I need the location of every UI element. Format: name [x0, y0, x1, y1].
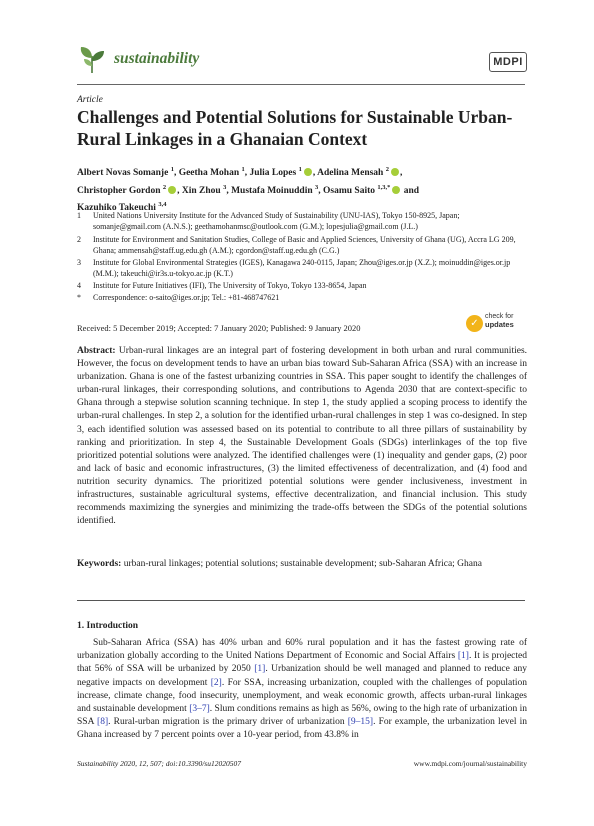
reference-link[interactable]: [3–7]	[189, 704, 210, 715]
keywords-label: Keywords:	[77, 559, 122, 569]
orcid-icon[interactable]	[168, 186, 176, 194]
author-name: Geetha Mohan	[178, 168, 240, 179]
keywords-text: urban-rural linkages; potential solutions; sustainable development; sub-Saharan Africa; Ghana	[123, 559, 482, 569]
author-name: Christopher Gordon	[77, 185, 161, 196]
affiliation-3: 3 Institute for Global Environmental Strategies (IGES), Kanagawa 240-0115, Japan; Zhou@iges.or.jp (X.Z.); moinuddin@iges.or.jp (M.M.); takeuchi@ir3s.u-tokyo.ac.jp (K.T.)	[77, 258, 511, 279]
body-paragraph: Sub-Saharan Africa (SSA) has 40% urban and 60% rural population and it has the fastest growing rate of urbanization globally according to the United Nations Department of Economic and Social Affairs [1]. It is projected that 56% of SSA will be urbanized by 2050 [1]. Urbanization should be well managed and planned to reduce any negative impacts on development [2]. For SSA, increasing urbanization, coupled with the challenges of population increase, climate change, food insecurity, unemployment, and weak economic growth, affects urban-rural linkages and sustainable development [3–7]. Slum conditions remains as high as 56%, owing to the high rate of urbanization in SSA [8]. Rural-urban migration is the primary driver of urbanization [9–15]. For example, the urbanization level in Ghana increased by 7 percent points over a 10-year period, from 43.8% in	[77, 638, 527, 741]
footer-url[interactable]: www.mdpi.com/journal/sustainability	[413, 759, 527, 768]
affiliation-4: 4 Institute for Future Initiatives (IFI), The University of Tokyo, Tokyo 133-8654, Japan	[77, 281, 367, 290]
author-name: Mustafa Moinuddin	[231, 185, 313, 196]
journal-logo-icon	[77, 44, 107, 74]
reference-link[interactable]: [1]	[254, 664, 266, 675]
orcid-icon[interactable]	[304, 168, 312, 176]
author-name: Xin Zhou	[181, 185, 221, 196]
article-type: Article	[77, 95, 103, 105]
abstract	[77, 345, 527, 528]
affiliation-1: 1 United Nations University Institute for the Advanced Study of Sustainability (UNU-IAS), Tokyo 150-8925, Japan; somanje@gmail.com (A.N.S.); geethamohanmsc@outlook.com (G.M.); lopesjulia@gmail.com (J.L.)	[77, 211, 460, 232]
author-list: Albert Novas Somanje $^1$, Geetha Mohan $^1$, Julia Lopes $^1$ , Adelina Mensah $^2$ , Christopher Gordon $^2$ , Xin Zhou $^3$, Mustafa Moinuddin $^3$, Osamu Saito $^{1,3,*}$ and Kazuhiko Takeuchi $^{3,4}$	[77, 166, 420, 214]
section-heading: 1. Introduction	[77, 621, 139, 631]
reference-link[interactable]: [1]	[457, 651, 469, 662]
header-divider	[77, 84, 525, 85]
abstract-text: Urban-rural linkages are an integral part of fostering development in both urban and rural communities. However, the focus on development tends to have an urban bias toward Sub-Saharan Africa (SSA) with an increase in urbanization. Ghana is one of the fastest urbanizing countries in SSA. This paper sought to identify the challenges of urban-rural linkages, their corresponding solutions, and contributions to Agenda 2030 that are context-specific to Ghana through a stepwise solution scanning technique. In step 1, the study applied a scoping process to identify the urban-rural challenges. In step 2, a solution for the identified urban-rural challenges in step 1 was co-designed. In step 3, each identified solution was assessed based on its potential to contribute to all three pillars of sustainability by ranking and prioritization. In step 4, the Sustainable Development Goals (SDGs) interlinkages of the top five prioritized potential solutions were analyzed. The identified challenges were (1) inequality and gender gaps, (2) poor and lack of basic and economic infrastructures, (3) the limited effectiveness of decentralization, and (4) food and nutrition security dynamics. The prioritized potential solutions were gender inclusiveness, investment in infrastructures, sustainable agricultural systems, effective decentralization, and financial inclusion. This study recommends maximizing the synergies and minimizing the trade-offs between the SDGs of the potential solutions identified.	[77, 346, 528, 527]
author-name: Kazuhiko Takeuchi	[77, 203, 156, 214]
keywords	[77, 558, 527, 571]
affiliation-2: 2 Institute for Environment and Sanitation Studies, College of Basic and Applied Sciences, University of Ghana (UG), Accra LG 209, Ghana; ammensah@staff.ug.edu.gh (A.M.); cgordon@staff.ug.edu.gh (C.G.)	[77, 235, 516, 256]
orcid-icon[interactable]	[392, 186, 400, 194]
author-name: Adelina Mensah	[317, 168, 384, 179]
paper-title: Challenges and Potential Solutions for Sustainable Urban-Rural Linkages in a Ghanaian Context	[77, 107, 513, 149]
check-for-updates-icon[interactable]: ✓	[466, 315, 483, 332]
abstract-label: Abstract:	[77, 346, 116, 356]
reference-link[interactable]: [8]	[97, 717, 109, 728]
journal-name[interactable]: sustainability	[114, 50, 200, 67]
footer-citation: Sustainability 2020, 12, 507; doi:10.3390/su12020507	[77, 759, 241, 768]
reference-link[interactable]: [2]	[210, 677, 222, 688]
check-for-updates-button[interactable]: check for updates	[485, 313, 514, 329]
publisher-logo[interactable]: MDPI	[489, 52, 527, 72]
author-name: Julia Lopes	[249, 168, 297, 179]
reference-link[interactable]: [9–15]	[347, 717, 374, 728]
author-name: Albert Novas Somanje	[77, 168, 169, 179]
section-divider	[77, 600, 525, 601]
correspondence: * Correspondence: o-saito@iges.or.jp; Tel.: +81-468747621	[77, 293, 280, 302]
publication-dates: Received: 5 December 2019; Accepted: 7 January 2020; Published: 9 January 2020	[77, 323, 361, 333]
orcid-icon[interactable]	[391, 168, 399, 176]
author-name: Osamu Saito	[323, 185, 375, 196]
